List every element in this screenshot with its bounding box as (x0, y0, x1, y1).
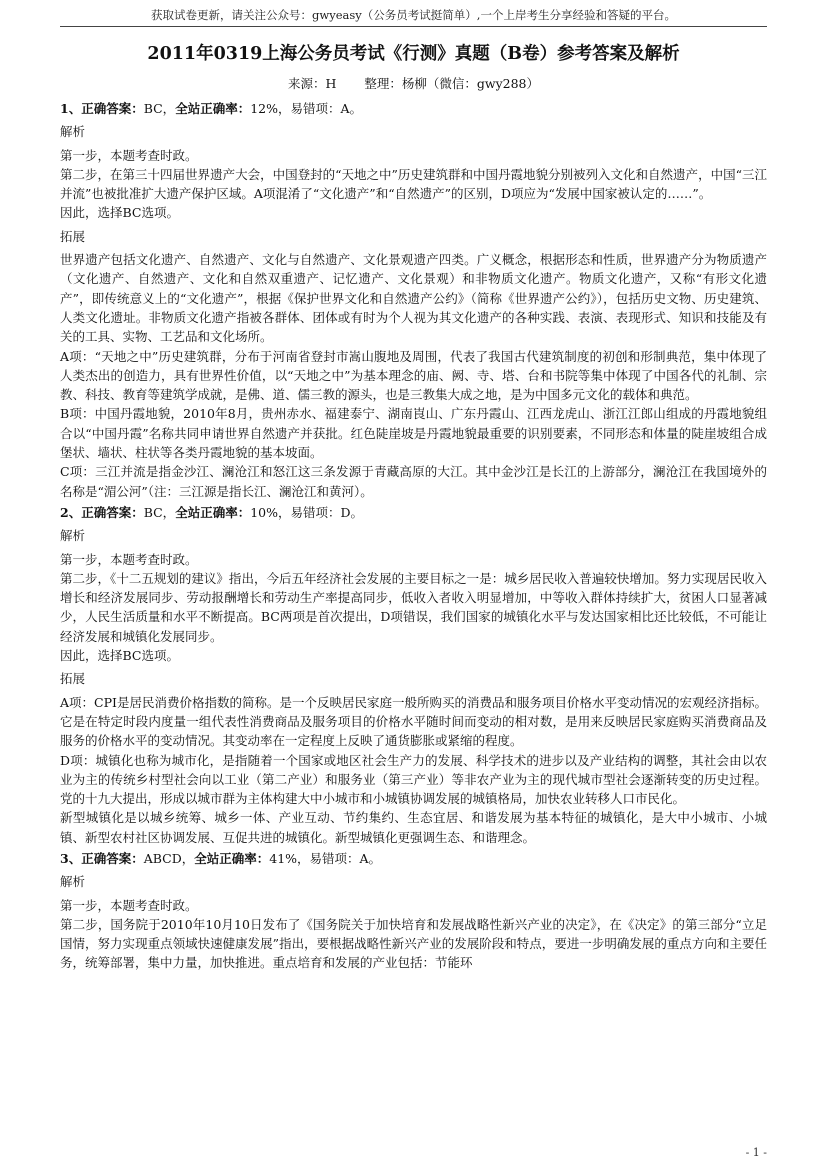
page-title: 2011年0319上海公务员考试《行测》真题（B卷）参考答案及解析 (147, 44, 680, 64)
rate-label: 全站正确率： (175, 504, 251, 520)
paragraph: C项：三江并流是指金沙江、澜沧江和怒江这三条发源于青藏高原的大江。其中金沙江是长江的上游部分，澜沧江在我国境外的名称是“湄公河”（注：三江源是指长江、澜沧江和黄河）。 (60, 464, 767, 499)
paragraph: 第二步，在第三十四届世界遗产大会，中国登封的“天地之中”历史建筑群和中国丹霞地貌分别被列入文化和自然遗产，中国“三江并流”也被批准扩大遗产保护区域。A项混淆了“文化遗产”和“自然遗产”的区别，D项应为“发展中国家被认定的……”。 (60, 166, 767, 202)
paragraph: D项：城镇化也称为城市化，是指随着一个国家或地区社会生产力的发展、科学技术的进步以及产业结构的调整，其社会由以农业为主的传统乡村型社会向以工业（第二产业）和服务业（第三产业）等非农产业为主的现代城市型社会逐渐转变的历史过程。党的十九大提出，形成以城市群为主体构建大中小城市和小城镇协调发展的城镇格局，加快农业转移人口市民化。 (60, 752, 767, 807)
paragraph: A项：“天地之中”历史建筑群，分布于河南省登封市嵩山腹地及周围，代表了我国古代建筑制度的初创和形制典范，集中体现了人类杰出的创造力，具有世界性价值，以“天地之中”为基本理念的庙、阙、寺、塔、台和书院等集中体现了中国各代的礼制、宗教、科技、教育等建筑学成就，是佛、道、儒三教的源头，也是三教集大成之地，是为中国多元文化的载体和典范。 (60, 348, 767, 403)
paragraph: 第一步，本题考查时政。 (60, 551, 198, 567)
paragraph: 第二步，《十二五规划的建议》指出，今后五年经济社会发展的主要目标之一是：城乡居民收入普遍较快增加。努力实现居民收入增长和经济发展同步、劳动报酬增长和劳动生产率提高同步，低收入者收入明显增加，中等收入群体持续扩大，贫困人口显著减少，人民生活质量和水平不断提高。BC两项是首次提出，D项错误，我们国家的城镇化水平与发达国家相比还比较低，不可能让经济发展和城镇化发展同步。 (60, 570, 767, 644)
meta-source: 来源：H (287, 76, 337, 91)
question-2-answer-line (60, 503, 767, 522)
answer-value: BC， (143, 504, 176, 520)
paragraph: 因此，选择BC选项。 (60, 648, 179, 664)
paragraph: 新型城镇化是以城乡统筹、城乡一体、产业互动、节约集约、生态宜居、和谐发展为基本特征的城镇化，是大中小城市、小城镇、新型农村社区协调发展、互促共进的城镇化。新型城镇化更强调生态、和谐理念。 (60, 810, 767, 845)
rate-value: 41%，易错项：A。 (269, 850, 382, 866)
rate-label: 全站正确率： (175, 101, 251, 116)
paragraph: 第一步，本题考查时政。 (60, 897, 198, 913)
paragraph: B项：中国丹霞地貌，2010年8月，贵州赤水、福建泰宁、湖南崀山、广东丹霞山、江西龙虎山、浙江江郎山组成的丹霞地貌组合以“中国丹霞”名称共同申请世界自然遗产并获批。红色陡崖坡是丹霞地貌最重要的识别要素，不同形态和体量的陡崖坡组合成堡状、墙状、柱状等各类丹霞地貌的基本坡面。 (60, 406, 767, 461)
rate-value: 12%，易错项：A。 (250, 101, 363, 116)
question-3-answer-line (60, 849, 767, 868)
rate-value: 10%，易错项：D。 (250, 504, 364, 520)
question-1-answer-line (60, 99, 767, 118)
document-body (60, 97, 767, 973)
analysis-heading: 解析 (60, 528, 86, 544)
answer-value: ABCD， (143, 850, 195, 866)
meta-editor: 整理：杨柳（微信：gwy288） (364, 76, 539, 91)
paragraph: 第一步，本题考查时政。 (60, 147, 198, 163)
analysis-heading: 解析 (60, 874, 86, 890)
paragraph: 世界遗产包括文化遗产、自然遗产、文化与自然遗产、文化景观遗产四类。广义概念，根据形态和性质，世界遗产分为物质遗产（文化遗产、自然遗产、文化和自然双重遗产、记忆遗产、文化景观）和非物质文化遗产。物质文化遗产，又称“有形文化遗产”，即传统意义上的“文化遗产”，根据《保护世界文化和自然遗产公约》（简称《世界遗产公约》），包括历史文物、历史建筑、人类文化遗址。非物质文化遗产指被各群体、团体或有时为个人视为其文化遗产的各种实践、表演、表现形式、知识和技能及有关的工具、实物、工艺品和文化场所。 (60, 252, 767, 345)
rate-label: 全站正确率： (194, 850, 270, 866)
expand-heading: 拓展 (60, 671, 86, 687)
paragraph: 第二步，国务院于2010年10月10日发布了《国务院关于加快培育和发展战略性新兴产业的决定》，在《决定》的第三部分“立足国情，努力实现重点领域快速健康发展”指出，要根据战略性新兴产业的发展阶段和特点，要进一步明确发展的重点方向和主要任务，统筹部署，集中力量，加快推进。重点培育和发展的产业包括：节能环 (60, 916, 767, 971)
paragraph: A项：CPI是居民消费价格指数的简称。是一个反映居民家庭一般所购买的消费品和服务项目价格水平变动情况的宏观经济指标。它是在特定时段内度量一组代表性消费商品及服务项目的价格水平随时间而变动的相对数，是用来反映居民家庭购买消费商品及服务的价格水平的变动情况。其变动率在一定程度上反映了通货膨胀或紧缩的程度。 (60, 694, 767, 749)
answer-value: BC， (143, 101, 176, 116)
paragraph: 因此，选择BC选项。 (60, 205, 179, 221)
page-number: - 1 - (745, 1146, 767, 1159)
answer-label: 2、正确答案： (60, 504, 144, 520)
answer-label: 3、正确答案： (60, 850, 144, 866)
answer-label: 1、正确答案： (60, 101, 144, 116)
analysis-heading: 解析 (60, 124, 86, 140)
expand-heading: 拓展 (60, 228, 86, 244)
meta-line (0, 74, 827, 92)
page-header: 获取试卷更新，请关注公众号：gwyeasy（公务员考试挺简单）,一个上岸考生分享经验和答疑的平台。 (60, 0, 767, 27)
